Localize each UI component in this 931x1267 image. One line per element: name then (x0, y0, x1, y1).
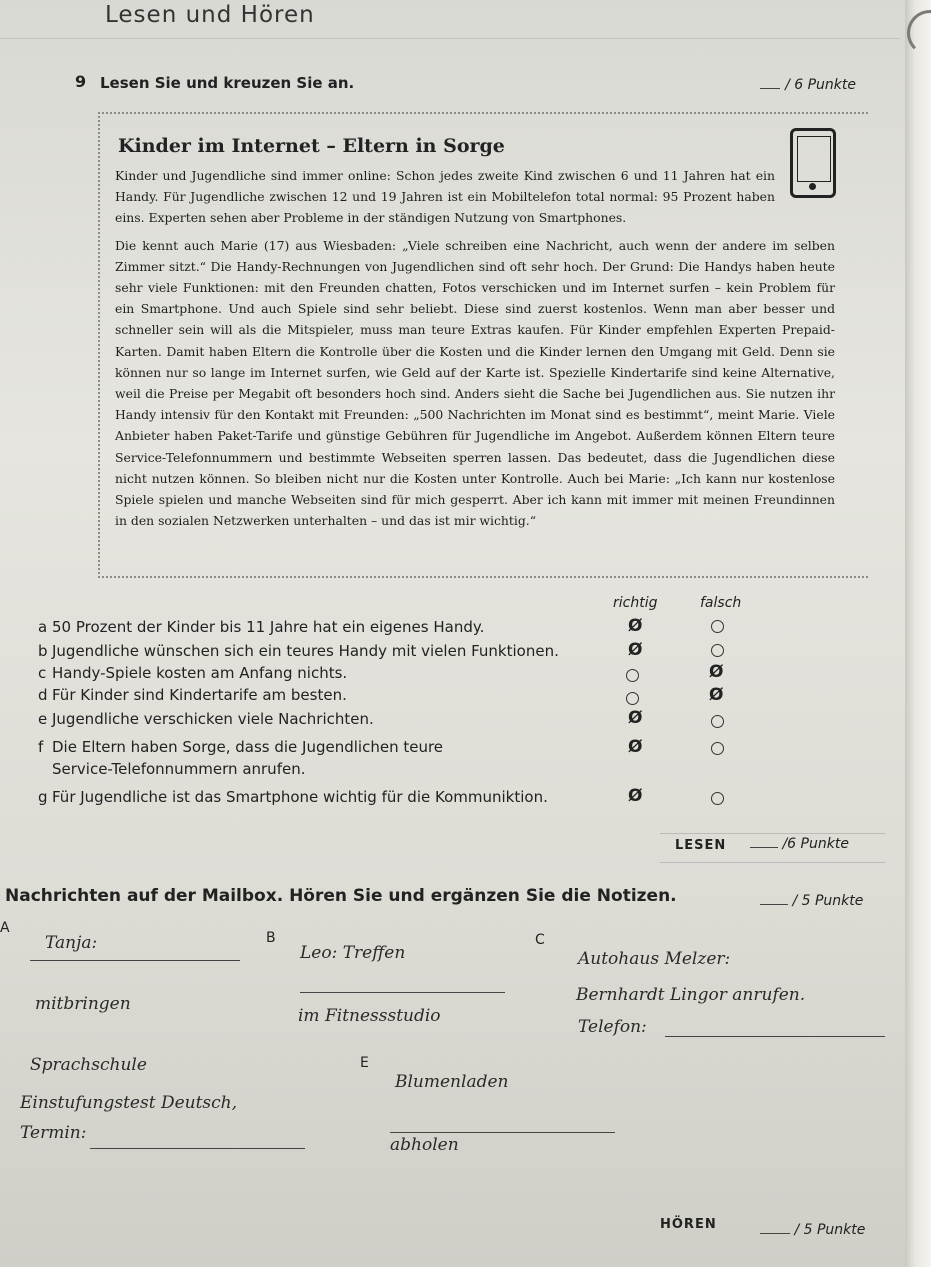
checkbox-a-richtig[interactable]: Ø (628, 616, 643, 636)
statement-f-continued: Service-Telefonnummern anrufen. (52, 760, 306, 778)
article-intro: Kinder und Jugendliche sind immer online: Schon jedes zweite Kind zwischen 6 und 11 Jahren hat ein Handy. Für Jugendliche zwischen 12 und 19 Jahren ist ein Mobiltelefon total normal: 95 Prozent haben eins. Experten sehen aber Probleme in der ständigen Nutzung von Smartphones. (115, 168, 775, 226)
task-listening-points-label: / 5 Punkte (792, 893, 864, 909)
lesen-label: LESEN (675, 838, 727, 853)
statement-c (38, 663, 347, 683)
statement-text: Die Eltern haben Sorge, dass die Jugendlichen teure (52, 738, 444, 756)
note-e-letter: E (360, 1055, 369, 1071)
ring-binding-icon (907, 10, 931, 56)
checkbox-a-falsch[interactable] (711, 620, 724, 633)
checkbox-b-falsch[interactable] (711, 644, 724, 657)
note-c-letter: C (535, 932, 545, 948)
task-points-label: / 6 Punkte (785, 77, 857, 93)
points-blank (760, 88, 780, 89)
statement-letter: d (38, 686, 48, 704)
task-points (760, 74, 856, 93)
note-c-line1: Autohaus Melzer: (578, 949, 731, 969)
note-b-line2: im Fitnessstudio (298, 1006, 441, 1026)
checkbox-b-richtig[interactable]: Ø (628, 640, 643, 660)
checkbox-e-richtig[interactable]: Ø (628, 708, 643, 728)
statement-letter: c (38, 664, 47, 682)
section-title: Lesen und Hören (105, 2, 315, 28)
statement-text: Für Jugendliche ist das Smartphone wichtig für die Kommuniktion. (52, 788, 548, 806)
statement-letter: a (38, 618, 48, 636)
checkbox-g-falsch[interactable] (711, 792, 724, 805)
column-falsch: falsch (700, 595, 742, 611)
statement-text: Für Kinder sind Kindertarife am besten. (52, 686, 347, 704)
note-e-line1: Blumenladen (395, 1072, 509, 1092)
checkbox-g-richtig[interactable]: Ø (628, 786, 643, 806)
statement-a (38, 617, 484, 637)
horen-points-label: / 5 Punkte (794, 1222, 866, 1238)
statement-text: Jugendliche verschicken viele Nachrichten. (52, 710, 374, 728)
note-a-line1: Tanja: (45, 933, 98, 953)
statement-letter: e (38, 710, 48, 728)
checkbox-f-richtig[interactable]: Ø (628, 737, 643, 757)
task-listening-points (760, 893, 863, 909)
statement-text: 50 Prozent der Kinder bis 11 Jahre hat ein eigenes Handy. (52, 618, 485, 636)
statement-text: Handy-Spiele kosten am Anfang nichts. (52, 664, 348, 682)
statement-letter: f (38, 738, 44, 756)
statement-b (38, 641, 559, 661)
statement-g (38, 787, 548, 807)
checkbox-f-falsch[interactable] (711, 742, 724, 755)
top-divider (0, 38, 900, 39)
checkbox-c-falsch[interactable]: Ø (709, 662, 724, 682)
statement-letter: b (38, 642, 48, 660)
article-body (115, 165, 835, 537)
checkbox-d-falsch[interactable]: Ø (709, 685, 724, 705)
column-richtig: richtig (613, 595, 658, 611)
statement-f (38, 737, 443, 757)
lesen-points-label: /6 Punkte (782, 836, 849, 852)
statement-letter: g (38, 788, 48, 806)
note-d-blank[interactable] (90, 1148, 305, 1149)
checkbox-c-richtig[interactable] (626, 669, 639, 682)
note-e-blank[interactable] (390, 1132, 615, 1133)
points-blank (760, 1233, 790, 1234)
note-d-line2: Einstufungstest Deutsch, (20, 1093, 238, 1113)
page-edge (905, 0, 931, 1267)
article-paragraph: Die kennt auch Marie (17) aus Wiesbaden: „Viele schreiben eine Nachricht, auch wenn der andere im selben Zimmer sitzt.“ Die Handy-Rechnungen von Jugendlichen sind oft sehr hoch. Der Grund: Die Handys haben heute sehr viele Funktionen: mit den Freunden chatten, Fotos verschicken und im Internet surfen – kein Problem für ein Smartphone. Und auch Spiele sind sehr beliebt. Diese sind zuerst kostenlos. Wenn man aber besser und schneller sein will als die Mitspieler, muss man teure Extras kaufen. Für Kinder empfehlen Experten Prepaid-Karten. Damit haben Eltern die Kontrolle über die Kosten und die Kinder lernen den Umgang mit Geld. Denn sie können nur so lange im Internet surfen, wie Geld auf der Karte ist. Spezielle Kindertarife sind keine Alternative, weil die Preise per Megabit oft besonders hoch sind. Anders sieht die Sache bei Jugendlichen aus. Sie nutzen ihr Handy intensiv für den Kontakt mit Freunden: „500 Nachrichten im Monat sind es bestimmt“, meint Marie. Viele Anbieter haben Paket-Tarife und günstige Gebühren für Jugendliche im Angebot. Außerdem können Eltern teure Service-Telefonnummern und bestimmte Webseiten sperren lassen. Das bedeutet, dass die Jugendlichen diese nicht nutzen können. So bleiben nicht nur die Kosten unter Kontrolle. Auch bei Marie: „Ich kann nur kostenlose Spiele spielen und manche Webseiten sind für mich gesperrt. Aber ich kann mit immer mit meinen Freundinnen in den sozialen Netzwerken unterhalten – und das ist mir wichtig.“ (115, 237, 835, 529)
note-c-blank[interactable] (665, 1036, 885, 1037)
note-b-blank[interactable] (300, 992, 505, 993)
note-a-blank[interactable] (30, 960, 240, 961)
horen-label: HÖREN (660, 1217, 717, 1232)
task-instruction-listening: Nachrichten auf der Mailbox. Hören Sie und ergänzen Sie die Notizen. (5, 886, 677, 906)
task-number: 9 (75, 72, 87, 91)
note-e-line2: abholen (390, 1135, 459, 1155)
statement-d (38, 685, 347, 705)
note-c-line2: Bernhardt Lingor anrufen. (576, 985, 806, 1005)
statement-text: Jugendliche wünschen sich ein teures Handy mit vielen Funktionen. (52, 642, 559, 660)
note-c-line3: Telefon: (578, 1017, 647, 1037)
note-b-line1: Leo: Treffen (300, 943, 406, 963)
horen-points (760, 1222, 865, 1238)
task-instruction: Lesen Sie und kreuzen Sie an. (100, 74, 355, 92)
note-a-letter: A (0, 920, 10, 936)
note-d-line3: Termin: (20, 1123, 87, 1143)
checkbox-e-falsch[interactable] (711, 715, 724, 728)
note-a-line2: mitbringen (35, 994, 131, 1014)
points-blank (750, 847, 778, 848)
points-blank (760, 904, 788, 905)
article-title: Kinder im Internet – Eltern in Sorge (118, 135, 505, 157)
statement-e (38, 709, 374, 729)
lesen-points (750, 836, 849, 852)
note-d-line1: Sprachschule (30, 1055, 147, 1075)
checkbox-d-richtig[interactable] (626, 692, 639, 705)
note-b-letter: B (266, 930, 276, 946)
